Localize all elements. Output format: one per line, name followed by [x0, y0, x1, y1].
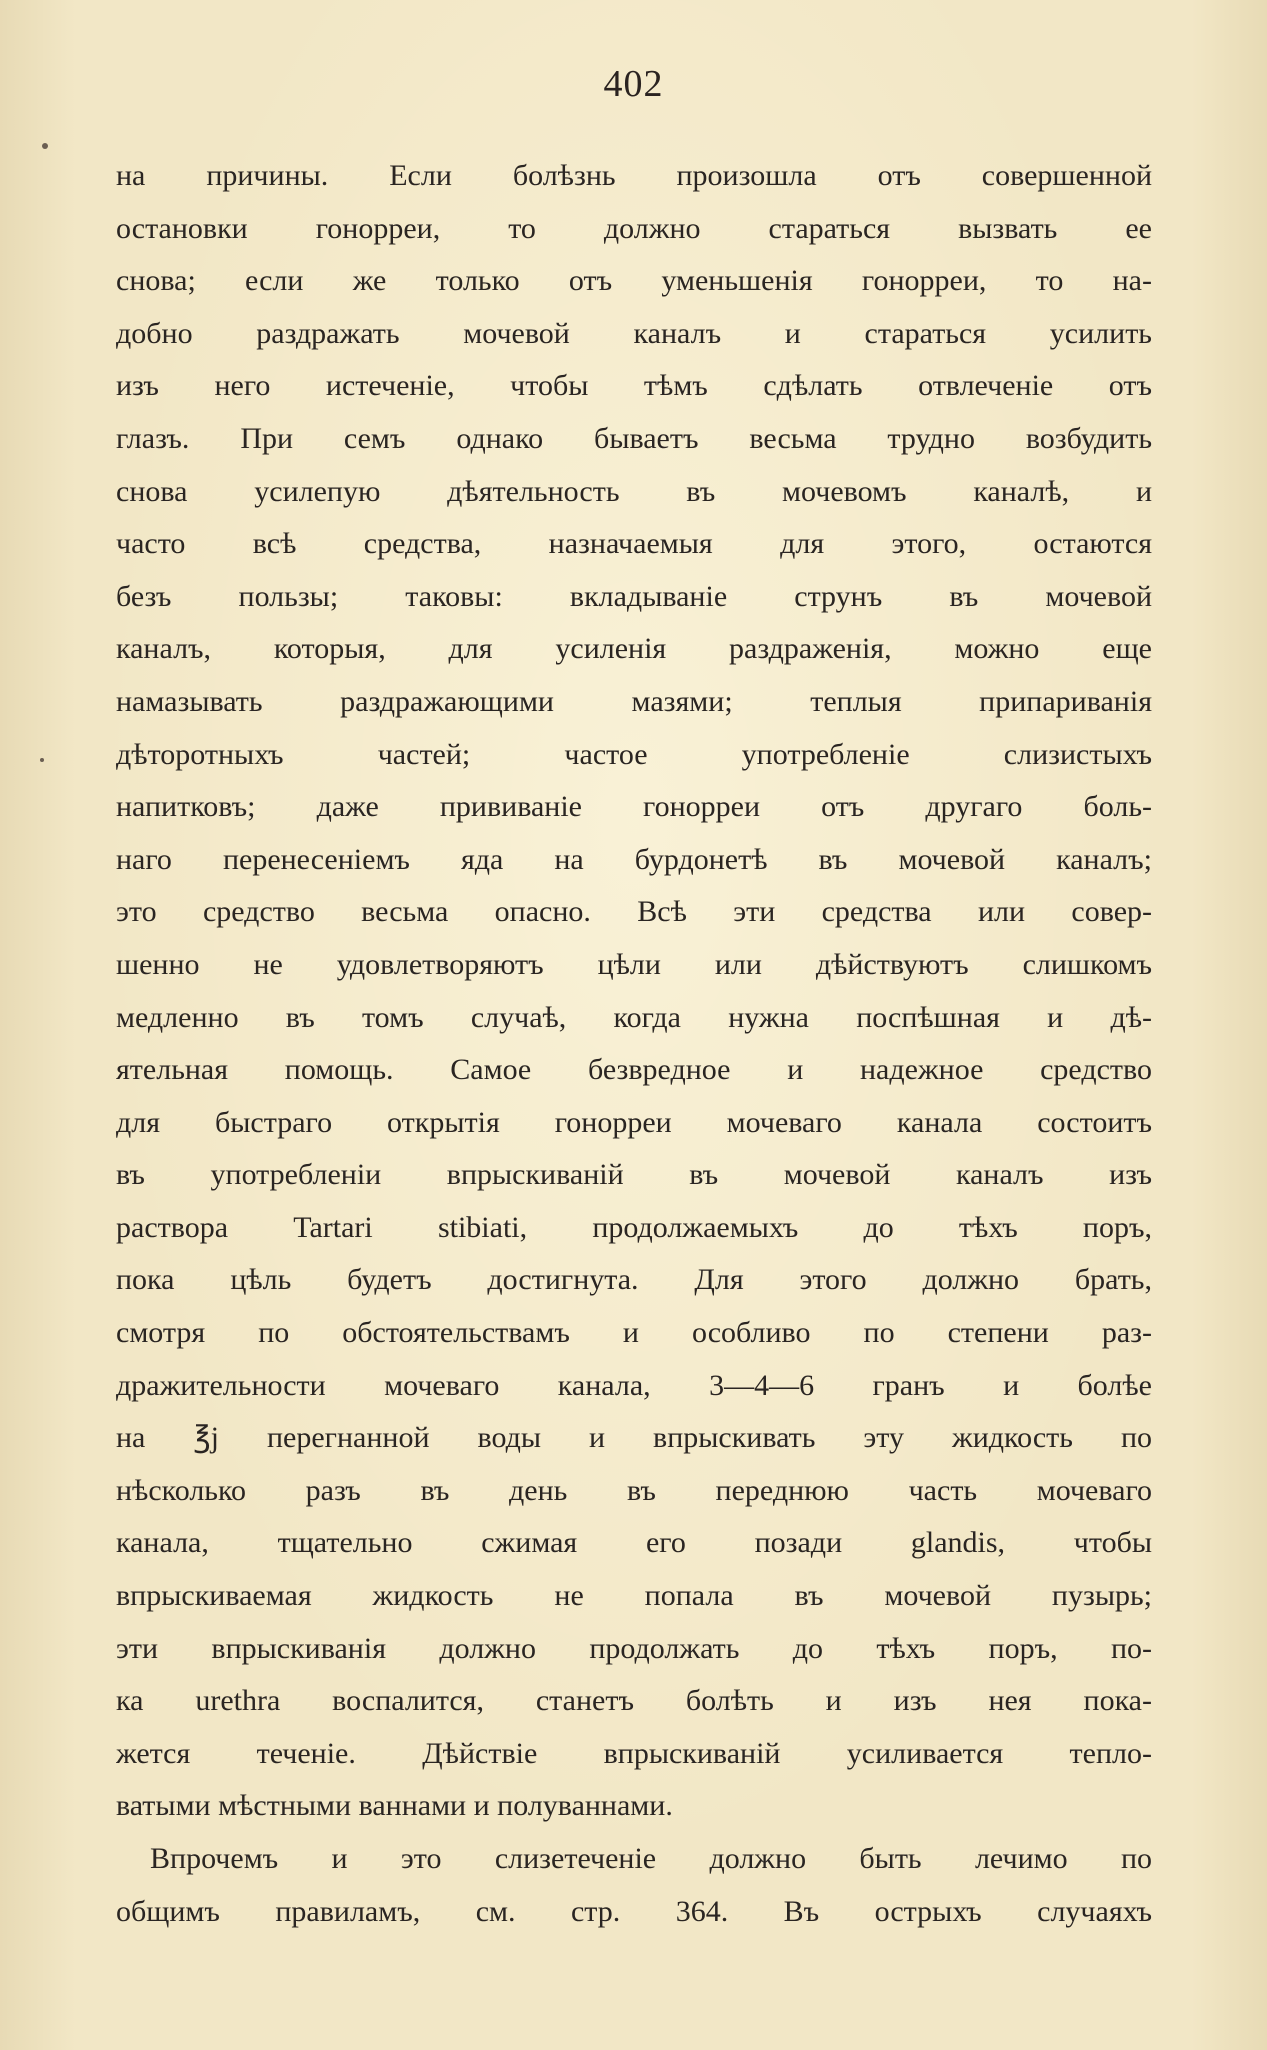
text-line: смотря по обстоятельствамъ и особливо по степени раз- [116, 1316, 1152, 1350]
text-line: раствора Tartari stibiati, продолжаемыхъ до тѣхъ поръ, [116, 1210, 1152, 1244]
text-line: впрыскиваемая жидкость не попала въ мочевой пузырь; [116, 1579, 1152, 1613]
body-text [116, 150, 1152, 1938]
ink-speck [40, 758, 44, 762]
text-line: на причины. Если болѣзнь произошла отъ совершенной [116, 159, 1152, 192]
text-line: ватыми мѣстными ваннами и полуваннами. [116, 1789, 673, 1823]
text-line: напитковъ; даже прививаніе гонорреи отъ другаго боль- [116, 790, 1152, 824]
text-line: глазъ. При семъ однако бываетъ весьма трудно возбудить [116, 421, 1152, 455]
text-line: медленно въ томъ случаѣ, когда нужна поспѣшная и дѣ- [116, 1000, 1152, 1034]
text-line: пока цѣль будетъ достигнута. Для этого должно брать, [116, 1263, 1152, 1297]
text-line: намазывать раздражающими мазями; теплыя припариванія [116, 684, 1152, 718]
text-line: Впрочемъ и это слизетеченіе должно быть лечимо по [150, 1842, 1152, 1875]
text-line: часто всѣ средства, назначаемыя для этого, остаются [116, 527, 1152, 561]
text-line: наго перенесеніемъ яда на бурдонетѣ въ мочевой каналъ; [116, 842, 1152, 876]
text-line: шенно не удовлетворяютъ цѣли или дѣйствуютъ слишкомъ [116, 947, 1152, 981]
text-line: остановки гонорреи, то должно стараться вызвать ее [116, 211, 1152, 245]
text-line: безъ пользы; таковы: вкладываніе струнъ въ мочевой [116, 579, 1152, 613]
text-line: въ употребленіи впрыскиваній въ мочевой каналъ изъ [116, 1158, 1152, 1192]
text-line: нѣсколько разъ въ день въ переднюю часть мочеваго [116, 1473, 1152, 1507]
text-line: ятельная помощь. Самое безвредное и надежное средство [116, 1053, 1152, 1087]
text-line: эти впрыскиванія должно продолжать до тѣхъ поръ, по- [116, 1631, 1152, 1665]
text-line: ка urethra воспалится, станетъ болѣть и изъ нея пока- [116, 1684, 1152, 1718]
text-line: жется теченіе. Дѣйствіе впрыскиваній усиливается тепло- [116, 1736, 1152, 1770]
text-line: каналъ, которыя, для усиленія раздраженія, можно еще [116, 632, 1152, 666]
page-number: 402 [603, 63, 664, 105]
text-line: снова усилепую дѣятельность въ мочевомъ каналѣ, и [116, 474, 1152, 508]
text-line: дѣторотныхъ частей; частое употребленіе слизистыхъ [116, 737, 1152, 771]
text-line: канала, тщательно сжимая его позади glandis, чтобы [116, 1526, 1152, 1560]
text-line: снова; если же только отъ уменьшенія гонорреи, то на- [116, 264, 1152, 298]
text-line: для быстраго открытія гонорреи мочеваго канала состоитъ [116, 1105, 1152, 1139]
text-line: добно раздражать мочевой каналъ и стараться усилить [116, 316, 1152, 350]
text-line: на ℥j перегнанной воды и впрыскивать эту жидкость по [116, 1421, 1152, 1455]
text-line: изъ него истеченіе, чтобы тѣмъ сдѣлать отвлеченіе отъ [116, 369, 1152, 403]
text-line: дражительности мочеваго канала, 3—4—6 гранъ и болѣе [116, 1368, 1152, 1402]
text-line: это средство весьма опасно. Всѣ эти средства или совер- [116, 895, 1152, 929]
ink-speck [42, 143, 48, 149]
text-line: общимъ правиламъ, см. стр. 364. Въ острыхъ случаяхъ [116, 1894, 1152, 1928]
